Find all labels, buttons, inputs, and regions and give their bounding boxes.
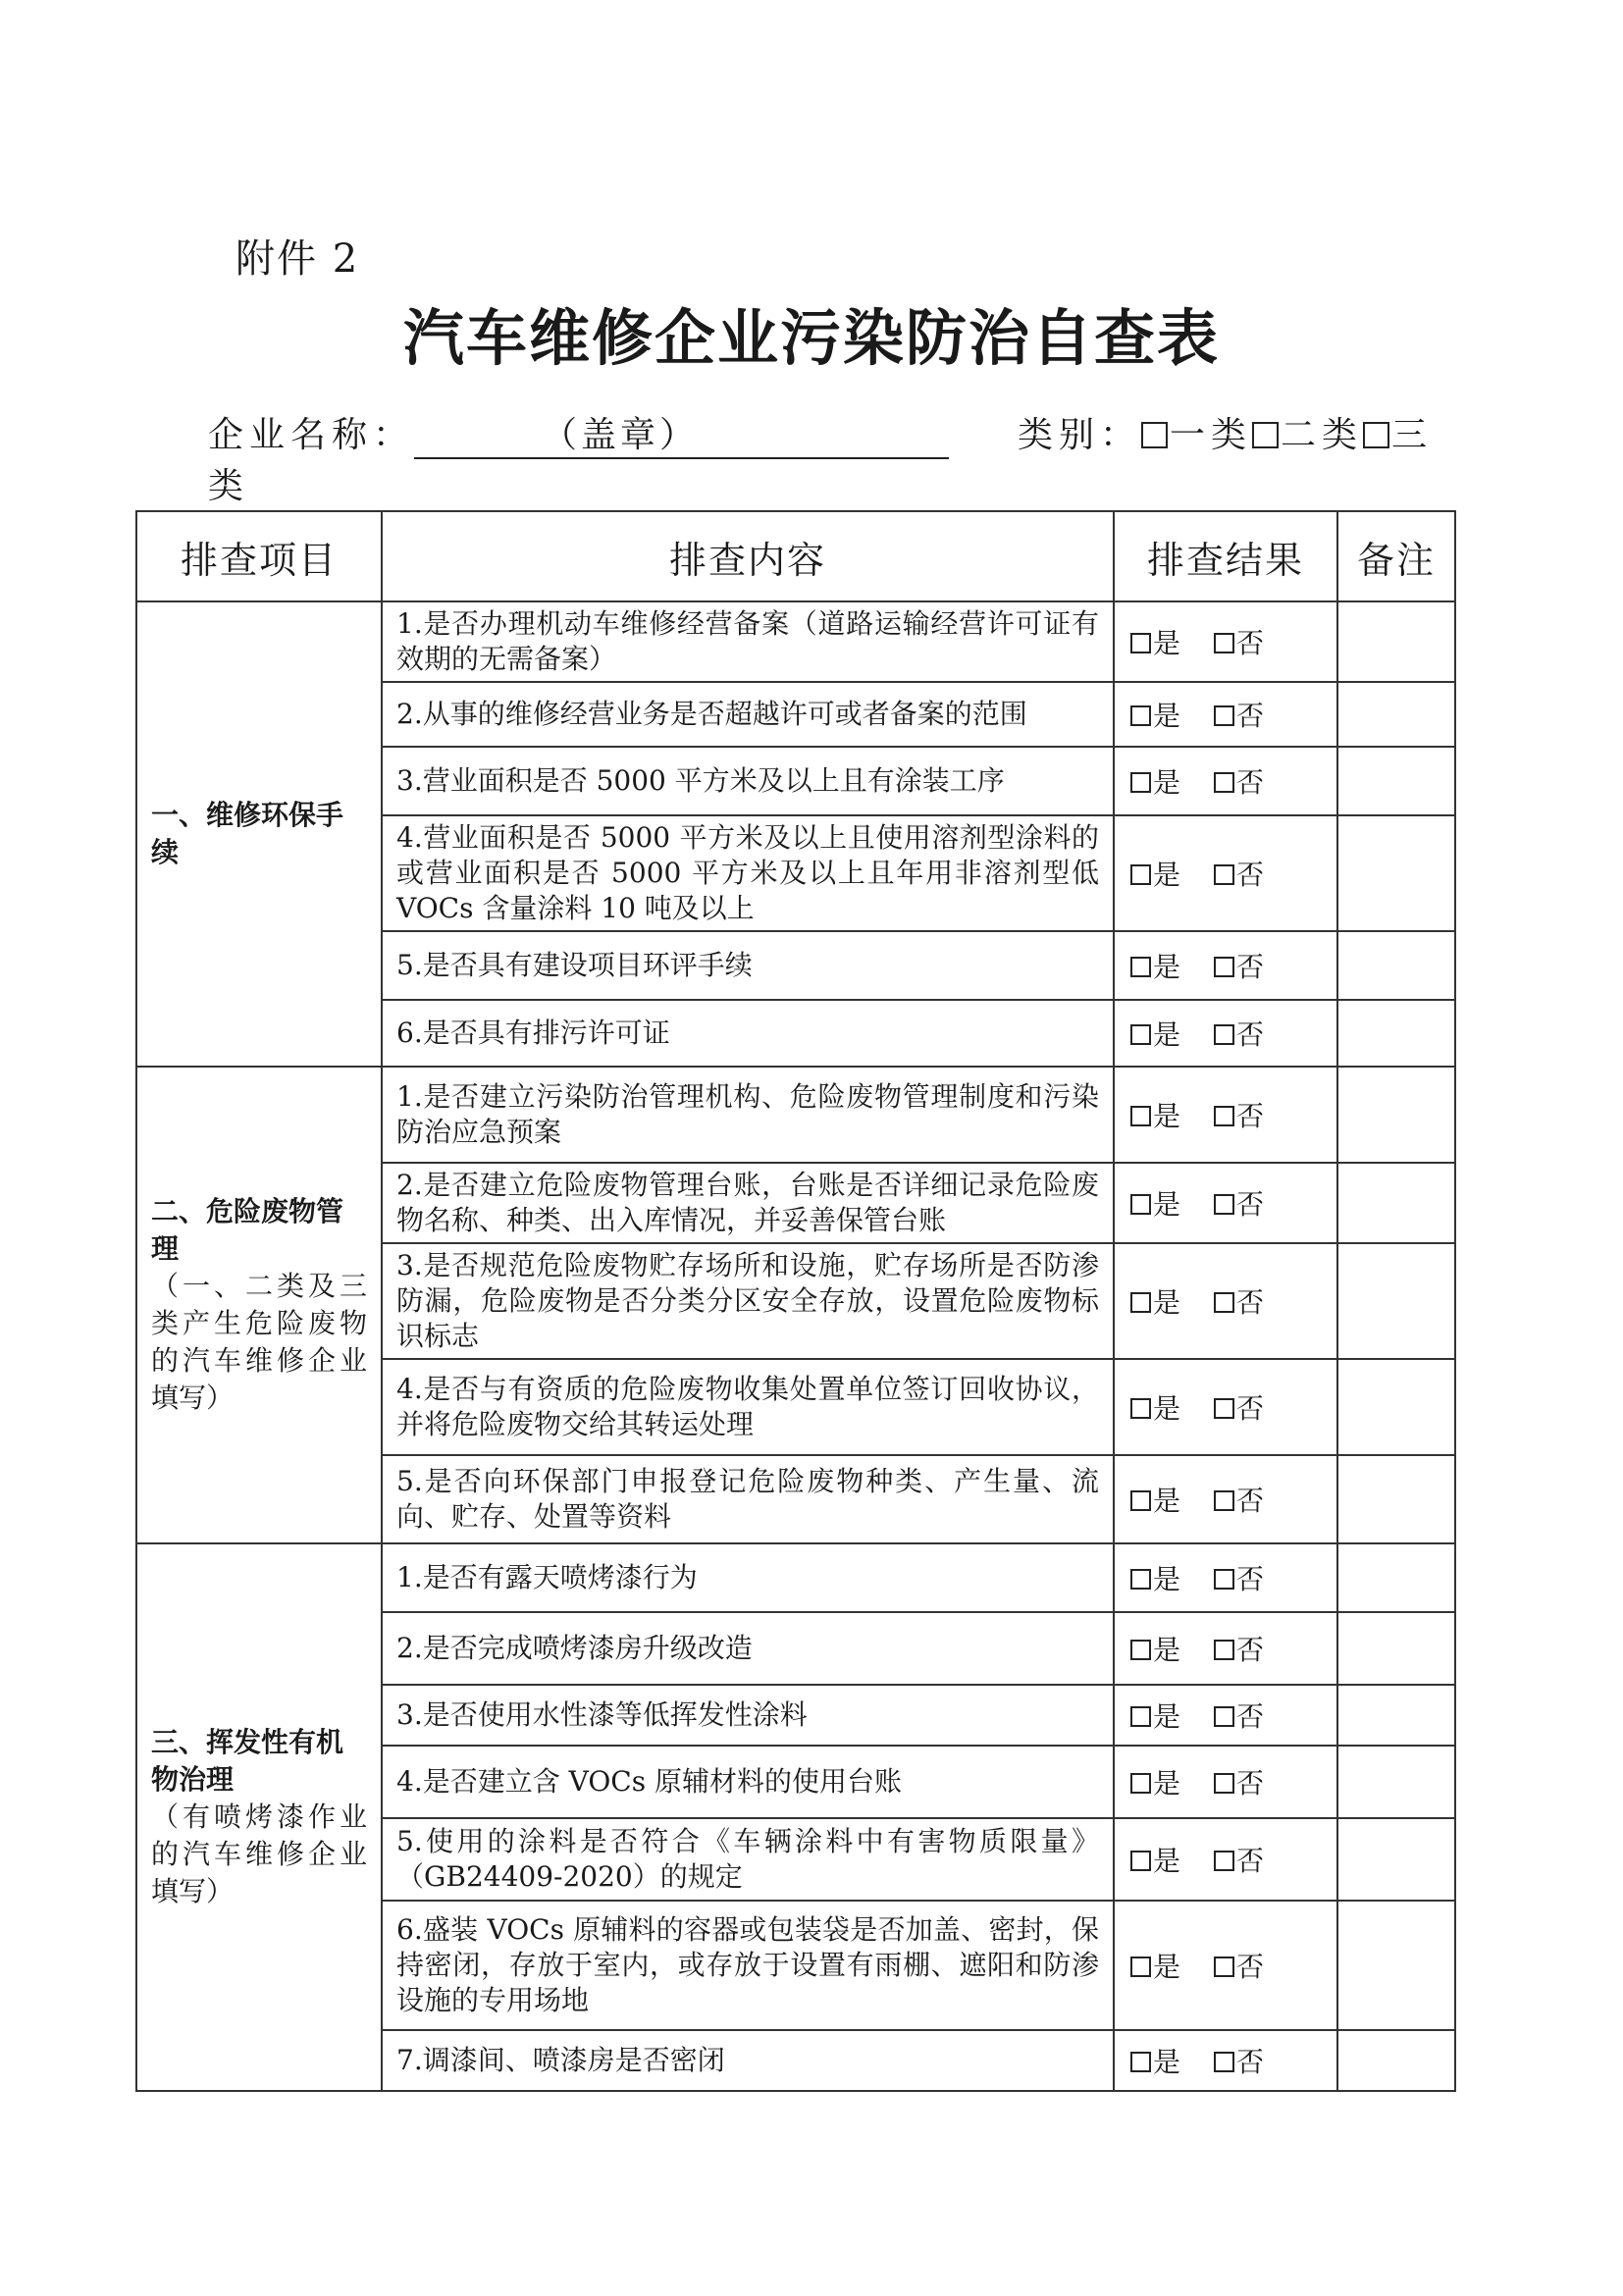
checkbox-icon [1130,1957,1151,1977]
check-item-content: 1.是否办理机动车维修经营备案（道路运输经营许可证有效期的无需备案） [382,601,1114,682]
result-option-label: 否 [1236,1951,1265,1983]
check-result-cell [1114,1163,1337,1243]
table-row [136,1067,1455,1163]
result-option-label: 否 [1236,1100,1265,1132]
check-result-cell [1114,1818,1337,1901]
section-subtitle: （一、二类及三类产生危险废物的汽车维修企业填写） [151,1270,367,1414]
table-row [136,1543,1455,1612]
result-option-label: 否 [1236,1767,1265,1800]
category-option-1[interactable]: 一类 [1141,415,1252,455]
category-option-2[interactable]: 二类 [1252,415,1363,455]
result-option-yes[interactable] [1130,1946,1180,1985]
result-option-no[interactable] [1214,2041,1264,2080]
check-item-content: 4.营业面积是否 5000 平方米及以上且使用溶剂型涂料的或营业面积是否 5000 平方米及以上且年用非溶剂型低 VOCs 含量涂料 10 吨及以上 [382,815,1114,931]
checkbox-icon [1214,1640,1234,1660]
remark-cell[interactable] [1337,1359,1455,1455]
result-option-yes[interactable] [1130,1183,1180,1223]
check-result-cell [1114,1685,1337,1746]
check-item-content: 6.是否具有排污许可证 [382,1000,1114,1067]
result-option-yes[interactable] [1130,622,1180,661]
remark-cell[interactable] [1337,682,1455,747]
remark-cell[interactable] [1337,1746,1455,1818]
check-result-cell [1114,2030,1337,2091]
remark-cell[interactable] [1337,601,1455,682]
check-result-cell [1114,1612,1337,1685]
result-option-no[interactable] [1214,1946,1264,1985]
checkbox-icon [1214,1106,1234,1126]
result-option-yes[interactable] [1130,1387,1180,1427]
company-name-field[interactable] [414,414,949,459]
result-option-label: 是 [1153,1188,1181,1221]
checkbox-icon [1130,957,1151,977]
page-title: 汽车维修企业污染防治自查表 [402,302,1220,374]
result-option-label: 是 [1153,1634,1181,1666]
header-content: 排查内容 [382,511,1114,601]
remark-cell[interactable] [1337,931,1455,1000]
checkbox-icon [1214,864,1234,885]
attachment-label: 附件 2 [236,236,360,282]
result-option-label: 否 [1236,859,1265,891]
result-option-no[interactable] [1214,1762,1264,1801]
remark-cell[interactable] [1337,1000,1455,1067]
result-option-yes[interactable] [1130,2041,1180,2080]
check-item-content: 7.调漆间、喷漆房是否密闭 [382,2030,1114,2091]
result-option-yes[interactable] [1130,946,1180,985]
section-subtitle: （有喷烤漆作业的汽车维修企业填写） [151,1800,367,1907]
result-option-label: 是 [1153,1845,1181,1877]
result-option-no[interactable] [1214,1629,1264,1668]
check-result-cell [1114,1455,1337,1543]
result-option-label: 是 [1153,1018,1181,1051]
result-option-no[interactable] [1214,854,1264,893]
header-remark: 备注 [1337,511,1455,601]
result-option-yes[interactable] [1130,1480,1180,1519]
result-option-yes[interactable] [1130,1095,1180,1134]
result-option-no[interactable] [1214,1281,1264,1321]
section-title: 一、维修环保手续 [151,799,344,868]
result-option-label: 是 [1153,1563,1181,1595]
check-result-cell [1114,815,1337,931]
table-header-row [136,511,1455,601]
checkbox-icon [1214,772,1234,793]
section-title: 三、挥发性有机物治理 [151,1726,344,1796]
check-item-content: 2.是否完成喷烤漆房升级改造 [382,1612,1114,1685]
check-result-cell [1114,601,1337,682]
checkbox-icon [1214,1706,1234,1727]
result-option-label: 否 [1236,1286,1265,1319]
remark-cell[interactable] [1337,1818,1455,1901]
result-option-yes[interactable] [1130,854,1180,893]
check-item-content: 1.是否有露天喷烤漆行为 [382,1543,1114,1612]
result-option-label: 是 [1153,951,1181,983]
section-category-cell [136,601,382,1067]
check-item-content: 3.是否使用水性漆等低挥发性涂料 [382,1685,1114,1746]
result-option-no[interactable] [1214,1696,1264,1735]
result-option-no[interactable] [1214,695,1264,734]
header-result: 排查结果 [1114,511,1337,601]
result-option-yes[interactable] [1130,761,1180,801]
check-item-content: 2.从事的维修经营业务是否超越许可或者备案的范围 [382,682,1114,747]
result-option-yes[interactable] [1130,1281,1180,1321]
checkbox-icon [1214,1292,1234,1313]
checkbox-icon [1130,1398,1151,1419]
table-row [136,601,1455,682]
result-option-label: 否 [1236,1845,1265,1877]
checkbox-icon [1214,1957,1234,1977]
checkbox-icon [1214,1194,1234,1215]
checkbox-icon [1130,1106,1151,1126]
result-option-label: 否 [1236,1392,1265,1425]
check-result-cell [1114,747,1337,815]
checkbox-icon [1130,1292,1151,1313]
checkbox-icon [1130,1194,1151,1215]
remark-cell[interactable] [1337,1685,1455,1746]
result-option-no[interactable] [1214,622,1264,661]
checkbox-icon [1214,705,1234,726]
category-option-3[interactable]: 三类 [208,415,1434,506]
check-item-content: 1.是否建立污染防治管理机构、危险废物管理制度和污染防治应急预案 [382,1067,1114,1163]
result-option-label: 否 [1236,1563,1265,1595]
check-item-content: 3.营业面积是否 5000 平方米及以上且有涂装工序 [382,747,1114,815]
header-item: 排查项目 [136,511,382,601]
remark-cell[interactable] [1337,1901,1455,2030]
remark-cell[interactable] [1337,1543,1455,1612]
section-category-cell [136,1543,382,2091]
result-option-yes[interactable] [1130,1014,1180,1053]
checkbox-icon [1130,1773,1151,1794]
company-info [208,410,1444,512]
result-option-no[interactable] [1214,1095,1264,1134]
remark-cell[interactable] [1337,1612,1455,1685]
result-option-no[interactable] [1214,761,1264,801]
result-option-no[interactable] [1214,1480,1264,1519]
result-option-label: 否 [1236,627,1265,659]
result-option-yes[interactable] [1130,1762,1180,1801]
check-result-cell [1114,931,1337,1000]
result-option-label: 是 [1153,1485,1181,1517]
checkbox-icon [1130,864,1151,885]
result-option-yes[interactable] [1130,1840,1180,1879]
result-option-no[interactable] [1214,1387,1264,1427]
checkbox-icon [1214,957,1234,977]
check-item-content: 5.是否向环保部门申报登记危险废物种类、产生量、流向、贮存、处置等资料 [382,1455,1114,1543]
result-option-label: 否 [1236,1634,1265,1666]
result-option-label: 是 [1153,2046,1181,2078]
remark-cell[interactable] [1337,747,1455,815]
check-item-content: 4.是否建立含 VOCs 原辅材料的使用台账 [382,1746,1114,1818]
remark-cell[interactable] [1337,815,1455,931]
company-name-label: 企业名称： [208,415,415,455]
checkbox-icon [1130,633,1151,653]
result-option-label: 否 [1236,1018,1265,1051]
checkbox-icon [1214,2052,1234,2072]
checkbox-icon [1214,1490,1234,1511]
result-option-label: 是 [1153,766,1181,799]
check-item-content: 5.是否具有建设项目环评手续 [382,931,1114,1000]
check-result-cell [1114,1901,1337,2030]
remark-cell[interactable] [1337,1163,1455,1243]
checkbox-icon [1130,1706,1151,1727]
checkbox-icon [1252,422,1279,448]
result-option-label: 是 [1153,627,1181,659]
checkbox-icon [1130,1490,1151,1511]
checkbox-icon [1130,2052,1151,2072]
result-option-label: 是 [1153,1392,1181,1425]
checkbox-icon [1141,422,1168,448]
result-option-label: 是 [1153,700,1181,732]
result-option-no[interactable] [1214,1840,1264,1879]
result-option-label: 是 [1153,1951,1181,1983]
table-body [136,601,1455,2091]
checkbox-icon [1214,633,1234,653]
result-option-no[interactable] [1214,946,1264,985]
result-option-label: 否 [1236,766,1265,799]
section-category-cell [136,1067,382,1543]
result-option-no[interactable] [1214,1183,1264,1223]
checkbox-icon [1214,1851,1234,1871]
check-item-content: 3.是否规范危险废物贮存场所和设施，贮存场所是否防渗防漏，危险废物是否分类分区安全存放，设置危险废物标识标志 [382,1243,1114,1359]
checkbox-icon [1214,1773,1234,1794]
remark-cell[interactable] [1337,2030,1455,2091]
check-item-content: 6.盛装 VOCs 原辅料的容器或包装袋是否加盖、密封，保持密闭，存放于室内，或存放于设置有雨棚、遮阳和防渗设施的专用场地 [382,1901,1114,2030]
check-item-content: 4.是否与有资质的危险废物收集处置单位签订回收协议，并将危险废物交给其转运处理 [382,1359,1114,1455]
checkbox-icon [1130,1569,1151,1590]
check-item-content: 2.是否建立危险废物管理台账，台账是否详细记录危险废物名称、种类、出入库情况，并妥善保管台账 [382,1163,1114,1243]
seal-note: （盖章） [542,415,700,455]
result-option-label: 否 [1236,1188,1265,1221]
result-option-yes[interactable] [1130,1696,1180,1735]
remark-cell[interactable] [1337,1243,1455,1359]
result-option-label: 否 [1236,2046,1265,2078]
result-option-label: 是 [1153,859,1181,891]
result-option-yes[interactable] [1130,1629,1180,1668]
check-result-cell [1114,1746,1337,1818]
check-result-cell [1114,1067,1337,1163]
checkbox-icon [1214,1398,1234,1419]
check-result-cell [1114,682,1337,747]
result-option-label: 否 [1236,951,1265,983]
check-result-cell [1114,1000,1337,1067]
check-result-cell [1114,1359,1337,1455]
check-result-cell [1114,1243,1337,1359]
check-item-content: 5.使用的涂料是否符合《车辆涂料中有害物质限量》（GB24409-2020）的规定 [382,1818,1114,1901]
category-label: 类别： [1018,415,1142,455]
checkbox-icon [1363,422,1389,448]
result-option-label: 是 [1153,1286,1181,1319]
result-option-label: 否 [1236,1700,1265,1733]
result-option-yes[interactable] [1130,695,1180,734]
remark-cell[interactable] [1337,1067,1455,1163]
result-option-label: 是 [1153,1700,1181,1733]
result-option-yes[interactable] [1130,1558,1180,1597]
result-option-label: 否 [1236,1485,1265,1517]
checkbox-icon [1214,1569,1234,1590]
checkbox-icon [1130,1024,1151,1045]
checkbox-icon [1130,1640,1151,1660]
result-option-label: 否 [1236,700,1265,732]
self-check-table [135,510,1456,2092]
result-option-no[interactable] [1214,1558,1264,1597]
result-option-label: 是 [1153,1767,1181,1800]
check-result-cell [1114,1543,1337,1612]
result-option-label: 是 [1153,1100,1181,1132]
checkbox-icon [1130,705,1151,726]
result-option-no[interactable] [1214,1014,1264,1053]
checkbox-icon [1130,772,1151,793]
checkbox-icon [1214,1024,1234,1045]
checkbox-icon [1130,1851,1151,1871]
section-title: 二、危险废物管理 [151,1195,344,1265]
remark-cell[interactable] [1337,1455,1455,1543]
